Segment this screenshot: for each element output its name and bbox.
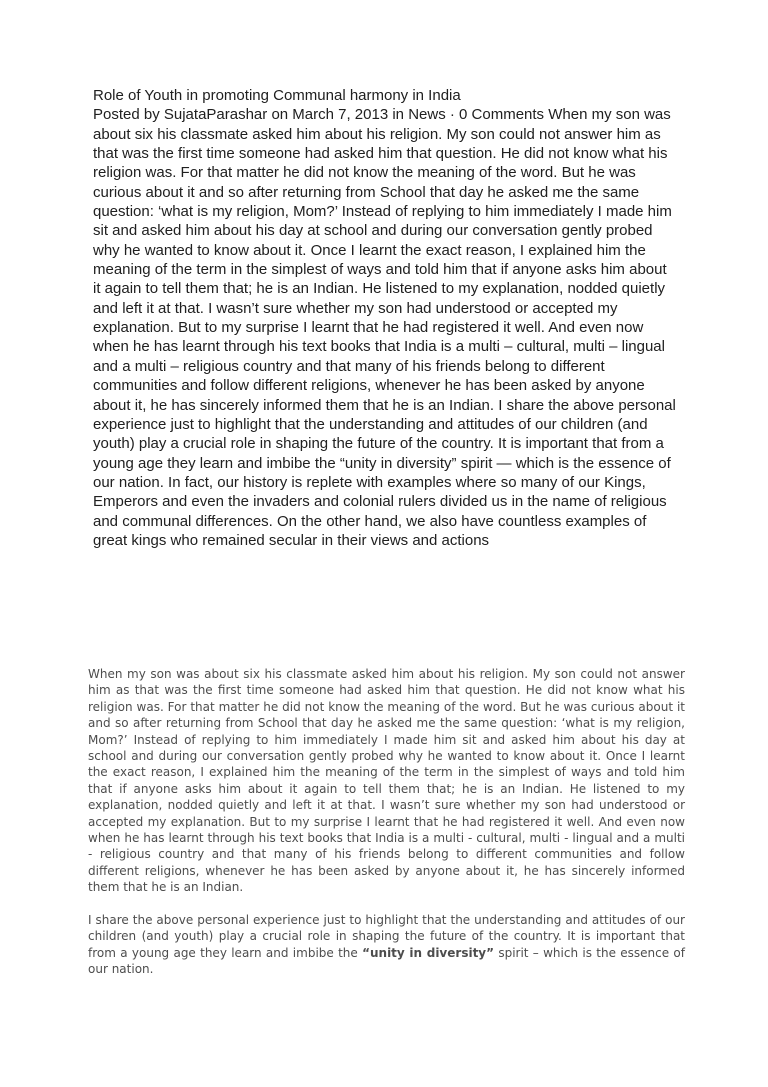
paragraph-2-lead: I share the above personal experience just to highlight that the understanding and attitudes of our children (and youth) play a crucial role in shaping the future of the country. It is important that from a young age they learn and imbibe the — [88, 912, 685, 960]
article-block-top — [93, 86, 677, 550]
article-body-text: When my son was about six his classmate asked him about his religion. My son could not answer him as that was the first time someone had asked him that question. He did not know what his religion was. For that matter he did not know the meaning of the word. But he was curious about it and so after returning from School that day he asked me the same question: ‘what is my religion, Mom?’ Instead of replying to him immediately I made him sit and asked him about his day at school and during our conversation gently probed why he wanted to know about it. Once I learnt the exact reason, I explained him the meaning of the term in the simplest of ways and told him that if anyone asks him about it again to tell them that; he is an Indian. He listened to my explanation, nodded quietly and left it at that. I wasn’t sure whether my son had understood or accepted my explanation. But to my surprise I learnt that he had registered it well. And even now when he has learnt through his text books that India is a multi – cultural, multi – lingual and a multi – religious country and that many of his friends belong to different communities and follow different religions, whenever he has been asked by anyone about it, he has sincerely informed them that he is an Indian. I share the above personal experience just to highlight that the understanding and attitudes of our children (and youth) play a crucial role in shaping the future of the country. It is important that from a young age they learn and imbibe the “unity in diversity” spirit — which is the essence of our nation. In fact, our history is replete with examples where so many of our Kings, Emperors and even the invaders and colonial rulers divided us in the name of religious and communal differences. On the other hand, we also have countless examples of great kings who remained secular in their views and actions — [93, 106, 676, 549]
paragraph-2-tail: spirit – which is the essence of our nation. — [88, 945, 685, 976]
retyped-paragraph-1: When my son was about six his classmate asked him about his religion. My son could not answer him as that was the first time someone had asked him that question. He did not know what his religion was. For that matter he did not know the meaning of the word. But he was curious about it and so after returning from School that day he asked me the same question: ‘what is my religion, Mom?’ Instead of replying to him immediately I made him sit and asked him about his day at school and during our conversation gently probed why he wanted to know about it. Once I learnt the exact reason, I explained him the meaning of the term in the simplest of ways and told him that if anyone asks him about it again to tell them that; he is an Indian. He listened to my explanation, nodded quietly and left it at that. I wasn’t sure whether my son had understood or accepted my explanation. But to my surprise I learnt that he had registered it well. And even now when he has learnt through his text books that India is a multi - cultural, multi - lingual and a multi - religious country and that many of his friends belong to different communities and follow different religions, whenever he has been asked by anyone about it, he has sincerely informed them that he is an Indian. — [88, 667, 685, 895]
unity-in-diversity-bold: “unity in diversity” — [362, 945, 495, 960]
article-meta: Posted by SujataParashar on March 7, 2013 in News · 0 Comments — [93, 106, 545, 124]
article-title: Role of Youth in promoting Communal harmony in India — [93, 87, 461, 104]
article-paragraph — [93, 105, 677, 550]
article-block-bottom — [88, 666, 685, 977]
retyped-paragraph-2 — [88, 912, 685, 978]
